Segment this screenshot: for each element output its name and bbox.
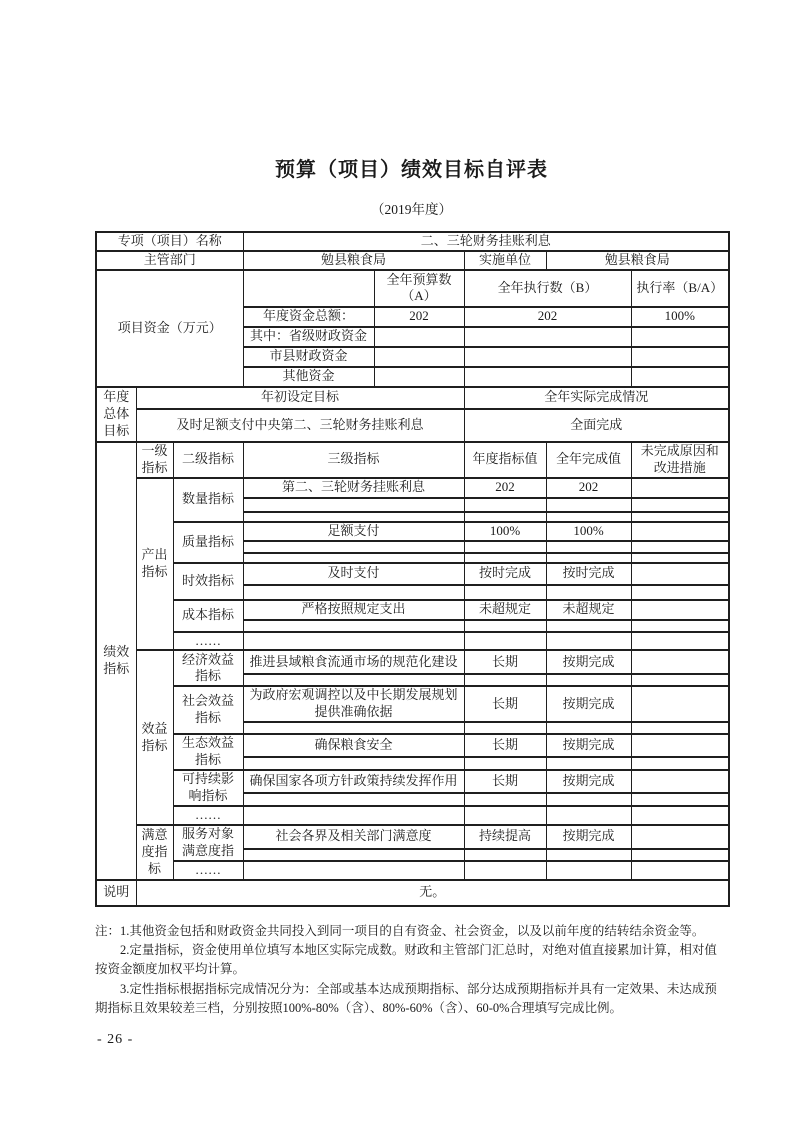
funds-other-label: 其他资金 xyxy=(243,367,374,387)
remark-value: 无。 xyxy=(136,880,729,906)
sustainable-target: 长期 xyxy=(464,770,546,793)
annual-target-col-actual: 全年实际完成情况 xyxy=(464,387,729,409)
project-name-label: 专项（项目）名称 xyxy=(96,232,243,251)
indicators-col-l3: 三级指标 xyxy=(243,442,464,478)
quantity-l3: 第二、三轮财务挂账利息 xyxy=(243,478,464,498)
row-project-name xyxy=(96,232,729,251)
dept-value: 勉县粮食局 xyxy=(243,251,464,270)
sustainable-label: 可持续影响指标 xyxy=(173,770,243,806)
row-economic xyxy=(96,650,729,674)
funds-col-exec: 全年执行数（B） xyxy=(464,270,631,307)
service-target: 持续提高 xyxy=(464,825,546,849)
row-departments xyxy=(96,251,729,270)
page-title: 预算（项目）绩效目标自评表 xyxy=(275,159,548,181)
cost-l3: 严格按照规定支出 xyxy=(243,600,464,620)
annual-target-actual-value: 全面完成 xyxy=(464,409,729,442)
funds-col-budget: 全年预算数（A） xyxy=(374,270,464,307)
economic-l3: 推进县域粮食流通市场的规范化建设 xyxy=(243,650,464,674)
page-subtitle: （2019年度） xyxy=(371,202,452,217)
impl-value: 勉县粮食局 xyxy=(546,251,729,270)
row-service-satisfaction xyxy=(96,825,729,849)
remark-label: 说明 xyxy=(96,880,136,906)
row-quality xyxy=(96,522,729,541)
project-name-value: 二、三轮财务挂账利息 xyxy=(243,232,729,251)
benefit-group-label: 效益指标 xyxy=(136,650,173,824)
row-output-ellipsis xyxy=(96,632,729,651)
row-sustainable xyxy=(96,770,729,793)
satisfaction-group-label: 满意度指标 xyxy=(136,825,173,880)
ecological-target: 长期 xyxy=(464,734,546,757)
social-label: 社会效益指标 xyxy=(173,686,243,734)
indicators-col-reason: 未完成原因和改进措施 xyxy=(631,442,729,478)
row-timeliness xyxy=(96,563,729,585)
quantity-done: 202 xyxy=(546,478,631,498)
economic-label: 经济效益指标 xyxy=(173,650,243,686)
funds-total-exec: 202 xyxy=(464,307,631,327)
social-l3: 为政府宏观调控以及中长期发展规划提供准确依据 xyxy=(243,686,464,722)
row-social xyxy=(96,686,729,722)
indicators-col-done: 全年完成值 xyxy=(546,442,631,478)
ecological-l3: 确保粮食安全 xyxy=(243,734,464,757)
ecological-done: 按期完成 xyxy=(546,734,631,757)
funds-total-budget: 202 xyxy=(374,307,464,327)
funds-total-label: 年度资金总额： xyxy=(243,307,374,327)
output-group-label: 产出指标 xyxy=(136,478,173,651)
quantity-target: 202 xyxy=(464,478,546,498)
funds-city-label: 市县财政资金 xyxy=(243,347,374,367)
funds-blank-cell xyxy=(243,270,374,307)
sustainable-done: 按期完成 xyxy=(546,770,631,793)
funds-provincial-label: 其中：省级财政资金 xyxy=(243,327,374,347)
economic-done: 按期完成 xyxy=(546,650,631,674)
timeliness-label: 时效指标 xyxy=(173,563,243,600)
dept-label: 主管部门 xyxy=(96,251,243,270)
service-done: 按期完成 xyxy=(546,825,631,849)
funds-total-rate: 100% xyxy=(631,307,729,327)
social-done: 按期完成 xyxy=(546,686,631,722)
row-annual-target-header xyxy=(96,387,729,409)
quantity-label: 数量指标 xyxy=(173,478,243,522)
economic-target: 长期 xyxy=(464,650,546,674)
row-ecological xyxy=(96,734,729,757)
indicators-side-label: 绩效指标 xyxy=(96,442,136,880)
footnote-1: 注：1.其他资金包括和财政资金共同投入到同一项目的自有资金、社会资金，以及以前年度的结转结余资金等。 xyxy=(95,923,705,938)
cost-done: 未超规定 xyxy=(546,600,631,620)
row-indicators-header xyxy=(96,442,729,478)
quality-done: 100% xyxy=(546,522,631,541)
annual-target-row-label: 年度总体目标 xyxy=(96,387,136,442)
quality-target: 100% xyxy=(464,522,546,541)
sustainable-l3: 确保国家各项方针政策持续发挥作用 xyxy=(243,770,464,793)
row-quantity xyxy=(96,478,729,498)
funds-row-label: 项目资金（万元） xyxy=(96,270,243,387)
footnote-2: 2.定量指标，资金使用单位填写本地区实际完成数。财政和主管部门汇总时，对绝对值直接累加计算，相对值按资金额度加权平均计算。 xyxy=(95,942,717,977)
footnote-3: 3.定性指标根据指标完成情况分为：全部或基本达成预期指标、部分达成预期指标并具有一定效果、未达成预期指标且效果较差三档，分别按照100%-80%（含）、80%-60%（含）、60-0%合理填写完成比例。 xyxy=(95,981,717,1016)
quality-l3: 足额支付 xyxy=(243,522,464,541)
social-target: 长期 xyxy=(464,686,546,722)
indicators-col-l1: 一级指标 xyxy=(136,442,173,478)
timeliness-l3: 及时支付 xyxy=(243,563,464,585)
quality-label: 质量指标 xyxy=(173,522,243,563)
timeliness-target: 按时完成 xyxy=(464,563,546,585)
document-content xyxy=(95,0,728,1018)
row-satisfaction-ellipsis xyxy=(96,861,729,880)
row-remark xyxy=(96,880,729,906)
indicators-col-l2: 二级指标 xyxy=(173,442,243,478)
row-benefit-ellipsis xyxy=(96,806,729,825)
service-label: 服务对象满意度指 xyxy=(173,825,243,861)
output-ellipsis: …… xyxy=(173,632,243,651)
row-annual-target-values xyxy=(96,409,729,442)
annual-target-initial-value: 及时足额支付中央第二、三轮财务挂账利息 xyxy=(136,409,464,442)
row-funds-header xyxy=(96,270,729,307)
impl-label: 实施单位 xyxy=(464,251,546,270)
timeliness-done: 按时完成 xyxy=(546,563,631,585)
cost-label: 成本指标 xyxy=(173,600,243,632)
footnotes xyxy=(95,922,728,1019)
row-cost xyxy=(96,600,729,620)
self-evaluation-table xyxy=(95,231,730,907)
page-number: - 26 - xyxy=(97,1032,134,1047)
service-l3: 社会各界及相关部门满意度 xyxy=(243,825,464,849)
satisfaction-ellipsis: …… xyxy=(173,861,243,880)
benefit-ellipsis: …… xyxy=(173,806,243,825)
indicators-col-target: 年度指标值 xyxy=(464,442,546,478)
funds-col-rate: 执行率（B/A） xyxy=(631,270,729,307)
ecological-label: 生态效益指标 xyxy=(173,734,243,770)
cost-target: 未超规定 xyxy=(464,600,546,620)
annual-target-col-initial: 年初设定目标 xyxy=(136,387,464,409)
